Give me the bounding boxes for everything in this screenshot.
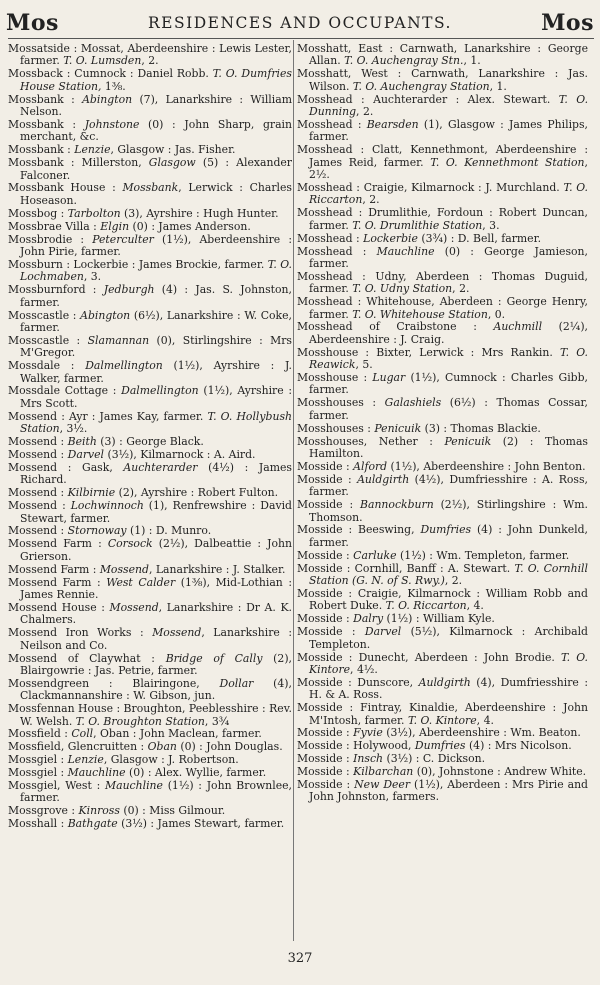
- place-name: T. O. Drumlithie Station: [352, 218, 483, 232]
- directory-entry: Mosshead : Drumlithie, Fordoun : Robert Duncan, farmer. T. O. Drumlithie Station, 3.: [297, 206, 588, 232]
- place-name: Auchterarder: [123, 460, 198, 474]
- header-right-catchword: Mos: [541, 10, 594, 36]
- place-name: West Calder: [106, 575, 176, 589]
- place-name: Johnstone: [84, 117, 140, 131]
- directory-entry: Mosside : Auldgirth (4½), Dumfriesshire : A. Ross, farmer.: [297, 472, 589, 499]
- place-name: T. O. Udny Station: [352, 282, 453, 296]
- place-name: Dumfries: [414, 739, 466, 753]
- directory-entry: Mossbank : Johnstone (0) : John Sharp, grain merchant, &c.: [8, 117, 292, 144]
- place-name: T. O. Broughton Station: [75, 714, 205, 728]
- place-name: Kilbirnie: [67, 486, 116, 500]
- directory-entry: Mossend of Claywhat : Bridge of Cally (2), Blairgowrie : Jas. Petrie, farmer.: [8, 651, 292, 677]
- directory-entry: Mosside : Dalry (1½) : William Kyle.: [297, 612, 495, 626]
- directory-entry: Mossgiel : Mauchline (0) : Alex. Wyllie, farmer.: [8, 766, 267, 780]
- place-name: T. O. Kintore: [407, 713, 477, 727]
- place-name: Glasgow: [148, 156, 196, 170]
- place-name: Abington: [80, 308, 131, 322]
- directory-entry: Mosshouse : Lugar (1½), Cumnock : Charles Gibb, farmer.: [297, 371, 588, 397]
- place-name: Kilbarchan: [353, 765, 414, 779]
- directory-entry: Mossbrae Villa : Elgin (0) : James Anderson.: [8, 219, 251, 233]
- place-name: Mauchline: [376, 244, 435, 258]
- directory-entry: Mosside : Fintray, Kinaldie, Aberdeenshire : John M'Intosh, farmer. T. O. Kintore, 4.: [297, 701, 588, 727]
- place-name: T. O. Riccarton: [309, 180, 588, 207]
- directory-entry: Mossend : Kilbirnie (2), Ayrshire : Robert Fulton.: [8, 486, 279, 500]
- place-name: T. O. Riccarton: [385, 599, 467, 613]
- place-name: Auldgirth: [418, 675, 471, 689]
- directory-entry: Mossbrodie : Peterculter (1½), Aberdeenshire : John Pirie, farmer.: [8, 232, 293, 258]
- header-title: RESIDENCES AND OCCUPANTS.: [148, 14, 452, 32]
- directory-entry: Mosshead : Lockerbie (3¾) : D. Bell, farmer.: [297, 231, 542, 245]
- directory-entry: Mosside : Craigie, Kilmarnock : William Robb and Robert Duke. T. O. Riccarton, 4.: [297, 586, 588, 613]
- place-name: Lockerbie: [363, 231, 418, 245]
- place-name: T. O. Whitehouse Station: [352, 307, 488, 321]
- place-name: Insch: [353, 752, 384, 766]
- directory-entry: Mossatside : Mossat, Aberdeenshire : Lewis Lester, farmer. T. O. Lumsden, 2.: [8, 42, 292, 68]
- place-name: T. O. Lumsden: [63, 54, 142, 68]
- directory-entry: Mossend : Beith (3) : George Black.: [8, 435, 204, 449]
- place-name: Carluke: [353, 548, 397, 562]
- place-name: Penicuik: [444, 434, 492, 448]
- directory-entry: Mossbank : Millerston, Glasgow (5) : Alexander Falconer.: [8, 156, 292, 182]
- directory-entry: Mossgiel : Lenzie, Glasgow : J. Robertson.: [8, 753, 239, 767]
- directory-entry: Mossend Farm : Corsock (2½), Dalbeattie : John Grierson.: [8, 537, 292, 563]
- place-name: Bannockburn: [360, 498, 434, 512]
- directory-entry: Mossdale : Dalmellington (1½), Ayrshire : J. Walker, farmer.: [8, 359, 292, 385]
- place-name: Corsock: [107, 537, 153, 551]
- directory-entry: Mossend Iron Works : Mossend, Lanarkshire : Neilson and Co.: [8, 626, 292, 652]
- place-name: Alford: [353, 459, 388, 473]
- directory-entry: Mossback : Cumnock : Daniel Robb. T. O. Dumfries House Station, 1⅜.: [8, 67, 292, 93]
- place-name: New Deer: [354, 778, 411, 792]
- place-name: Lugar: [372, 371, 406, 385]
- directory-entry: Mosside : Holywood, Dumfries (4) : Mrs Nicolson.: [297, 739, 572, 753]
- place-name: Dalry: [353, 612, 384, 626]
- directory-entry: Mosshead : Auchterarder : Alex. Stewart. T. O. Dunning, 2.: [297, 92, 589, 119]
- place-name: Mossend: [152, 626, 202, 640]
- place-name: Kinross: [78, 804, 120, 818]
- place-name: Oban: [147, 740, 177, 754]
- place-name: Abington: [82, 92, 133, 106]
- left-column: [8, 43, 292, 943]
- place-name: Darvel: [67, 448, 105, 461]
- place-name: Mauchline: [67, 766, 126, 780]
- directory-entry: Mosshouses : Galashiels (6½) : Thomas Cossar, farmer.: [297, 396, 588, 422]
- directory-entry: Mosshouse : Bixter, Lerwick : Mrs Rankin. T. O. Reawick, 5.: [297, 345, 588, 372]
- place-name: Elgin: [100, 219, 130, 233]
- directory-entry: Mosside : Beeswing, Dumfries (4) : John Dunkeld, farmer.: [297, 523, 589, 549]
- directory-entry: Mosscastle : Abington (6½), Lanarkshire : W. Coke, farmer.: [8, 308, 292, 334]
- place-name: Dalmellington: [85, 359, 163, 373]
- directory-entry: Mosshead : Mauchline (0) : George Jamieson, farmer.: [297, 244, 588, 270]
- directory-entry: Mossburnford : Jedburgh (4) : Jas. S. Johnston, farmer.: [8, 283, 292, 309]
- directory-entry: Mossfennan House : Broughton, Peeblesshire : Rev. W. Welsh. T. O. Broughton Station, 3¾: [8, 702, 292, 728]
- directory-entry: Mosshead : Whitehouse, Aberdeen : George Henry, farmer. T. O. Whitehouse Station, 0.: [297, 295, 588, 321]
- place-name: T. O. Kintore: [309, 650, 588, 676]
- directory-entry: Mossburn : Lockerbie : James Brockie, farmer. T. O. Lochmaben, 3.: [8, 257, 293, 284]
- right-column: [297, 43, 588, 943]
- directory-entry: Mosshead : Craigie, Kilmarnock : J. Murchland. T. O. Riccarton, 2.: [297, 180, 588, 207]
- page-number: 327: [287, 951, 313, 966]
- place-name: Tarbolton: [67, 206, 121, 220]
- directory-entry: Mosside : Fyvie (3½), Aberdeenshire : Wm. Beaton.: [297, 726, 581, 740]
- column-divider: [293, 40, 294, 941]
- place-name: Coll: [71, 727, 94, 741]
- place-name: Slamannan: [87, 333, 150, 347]
- directory-entry: Mosshead : Bearsden (1), Glasgow : James Philips, farmer.: [297, 117, 588, 144]
- directory-entry: Mosshouses : Penicuik (3) : Thomas Blackie.: [297, 421, 541, 435]
- place-name: Bathgate: [67, 817, 118, 831]
- place-name: T. O. Lochmaben: [20, 257, 293, 284]
- place-name: Bridge of Cally: [165, 651, 263, 665]
- directory-entry: Mosside : Alford (1½), Aberdeenshire : John Benton.: [297, 459, 586, 473]
- place-name: Mossbank: [122, 181, 179, 195]
- place-name: Lochwinnoch: [70, 499, 144, 513]
- directory-entry: Mossend : Darvel (3½), Kilmarnock : A. Aird.: [8, 448, 256, 461]
- place-name: T. O. Cornhill Station (G. N. of S. Rwy.): [309, 561, 588, 588]
- place-name: Dumfries: [420, 523, 472, 537]
- directory-entry: Mosside : Kilbarchan (0), Johnstone : Andrew White.: [297, 765, 587, 779]
- directory-entry: Mossgiel, West : Mauchline (1½) : John Brownlee, farmer.: [8, 779, 292, 805]
- header-left-catchword: Mos: [6, 10, 59, 36]
- place-name: Mossend: [109, 600, 159, 614]
- place-name: Mauchline: [105, 779, 163, 793]
- directory-entry: Mossend : Ayr : James Kay, farmer. T. O. Hollybush Station, 3½.: [8, 409, 292, 436]
- place-name: Stornoway: [67, 524, 127, 538]
- place-name: Beith: [67, 435, 97, 449]
- directory-entry: Mosscastle : Slamannan (0), Stirlingshire : Mrs M'Gregor.: [8, 333, 292, 360]
- directory-entry: Mosside : Bannockburn (2½), Stirlingshire : Wm. Thomson.: [297, 498, 588, 524]
- place-name: T. O. Hollybush Station: [20, 409, 292, 436]
- place-name: T. O. Dunning: [309, 92, 589, 119]
- directory-entry: Mosside : Darvel (5½), Kilmarnock : Archibald Templeton.: [297, 625, 588, 651]
- directory-entry: Mosside : Cornhill, Banff : A. Stewart. T. O. Cornhill Station (G. N. of S. Rwy.), 2.: [297, 561, 588, 588]
- place-name: Mossend: [99, 562, 149, 576]
- directory-entry: Mosside : Dunscore, Auldgirth (4), Dumfriesshire : H. & A. Ross.: [297, 675, 588, 702]
- directory-entry: Mosshatt, West : Carnwath, Lanarkshire : Jas. Wilson. T. O. Auchengray Station, 1.: [297, 67, 588, 93]
- directory-entry: Mosside : Carluke (1½) : Wm. Templeton, farmer.: [297, 548, 570, 562]
- place-name: Penicuik: [374, 421, 422, 435]
- directory-entry: Mossdale Cottage : Dalmellington (1½), Ayrshire : Mrs Scott.: [8, 384, 292, 410]
- directory-entry: Mossend Farm : West Calder (1⅜), Mid-Lothian : James Rennie.: [8, 575, 292, 601]
- place-name: Darvel: [364, 625, 402, 639]
- place-name: T. O. Dumfries House Station,: [20, 67, 292, 93]
- header-rule: [8, 38, 594, 39]
- directory-entry: Mossbank : Abington (7), Lanarkshire : William Nelson.: [8, 92, 292, 119]
- place-name: T. O. Reawick: [309, 345, 588, 372]
- directory-entry: Mossend : Gask, Auchterarder (4½) : James Richard.: [8, 460, 292, 487]
- directory-entry: Mossbank House : Mossbank, Lerwick : Charles Hoseason.: [8, 181, 292, 207]
- directory-entry: Mosside : Insch (3½) : C. Dickson.: [297, 752, 486, 766]
- directory-entry: Mossend House : Mossend, Lanarkshire : Dr A. K. Chalmers.: [8, 600, 292, 627]
- directory-entry: Mossend : Stornoway (1) : D. Munro.: [8, 524, 212, 538]
- directory-entry: Mosside : Dunecht, Aberdeen : John Brodie. T. O. Kintore, 4½.: [297, 650, 588, 676]
- directory-entry: Mossbank : Lenzie, Glasgow : Jas. Fisher.: [8, 143, 236, 157]
- directory-entry: Mosshatt, East : Carnwath, Lanarkshire : George Allan. T. O. Auchengray Stn., 1.: [297, 42, 588, 68]
- place-name: Bearsden: [366, 117, 419, 131]
- place-name: T. O. Kennethmont Station: [430, 155, 585, 169]
- place-name: Lenzie: [74, 143, 111, 157]
- directory-entry: Mossfield : Coll, Oban : John Maclean, farmer.: [8, 727, 262, 741]
- directory-entry: Mossgrove : Kinross (0) : Miss Gilmour.: [8, 804, 226, 818]
- place-name: Dollar: [219, 676, 254, 690]
- place-name: T. O. Auchengray Station: [352, 79, 490, 93]
- place-name: Peterculter: [92, 232, 154, 246]
- place-name: Dalmellington: [121, 384, 199, 398]
- directory-entry: Mosshouses, Nether : Penicuik (2) : Thomas Hamilton.: [297, 434, 588, 460]
- place-name: T. O. Auchengray Stn.: [344, 54, 464, 68]
- directory-entry: Mossend Farm : Mossend, Lanarkshire : J. Stalker.: [8, 562, 286, 576]
- directory-entry: Mosshead : Udny, Aberdeen : Thomas Duguid, farmer. T. O. Udny Station, 2.: [297, 269, 588, 296]
- place-name: Jedburgh: [103, 283, 155, 297]
- directory-entry: Mosshead : Clatt, Kennethmont, Aberdeenshire : James Reid, farmer. T. O. Kennethmont Station, 2½.: [297, 143, 588, 182]
- directory-entry: Mossendgreen : Blairingone, Dollar (4), Clackmannanshire : W. Gibson, jun.: [8, 676, 292, 703]
- place-name: Galashiels: [384, 396, 442, 410]
- place-name: Auchmill: [493, 320, 543, 334]
- directory-entry: Mossfield, Glencruitten : Oban (0) : John Douglas.: [8, 740, 283, 754]
- directory-entry: Mossend : Lochwinnoch (1), Renfrewshire : David Stewart, farmer.: [8, 499, 292, 525]
- running-header: [6, 10, 594, 36]
- place-name: Fyvie: [353, 726, 383, 740]
- place-name: Lenzie: [67, 753, 104, 767]
- directory-entry: Mosshead of Craibstone : Auchmill (2¼), Aberdeenshire : J. Craig.: [297, 320, 588, 346]
- directory-entry: Mosside : New Deer (1½), Aberdeen : Mrs Pirie and John Johnston, farmers.: [297, 778, 588, 804]
- directory-entry: Mosshall : Bathgate (3½) : James Stewart, farmer.: [8, 817, 285, 831]
- place-name: Auldgirth: [357, 472, 410, 486]
- directory-entry: Mossbog : Tarbolton (3), Ayrshire : Hugh Hunter.: [8, 206, 279, 220]
